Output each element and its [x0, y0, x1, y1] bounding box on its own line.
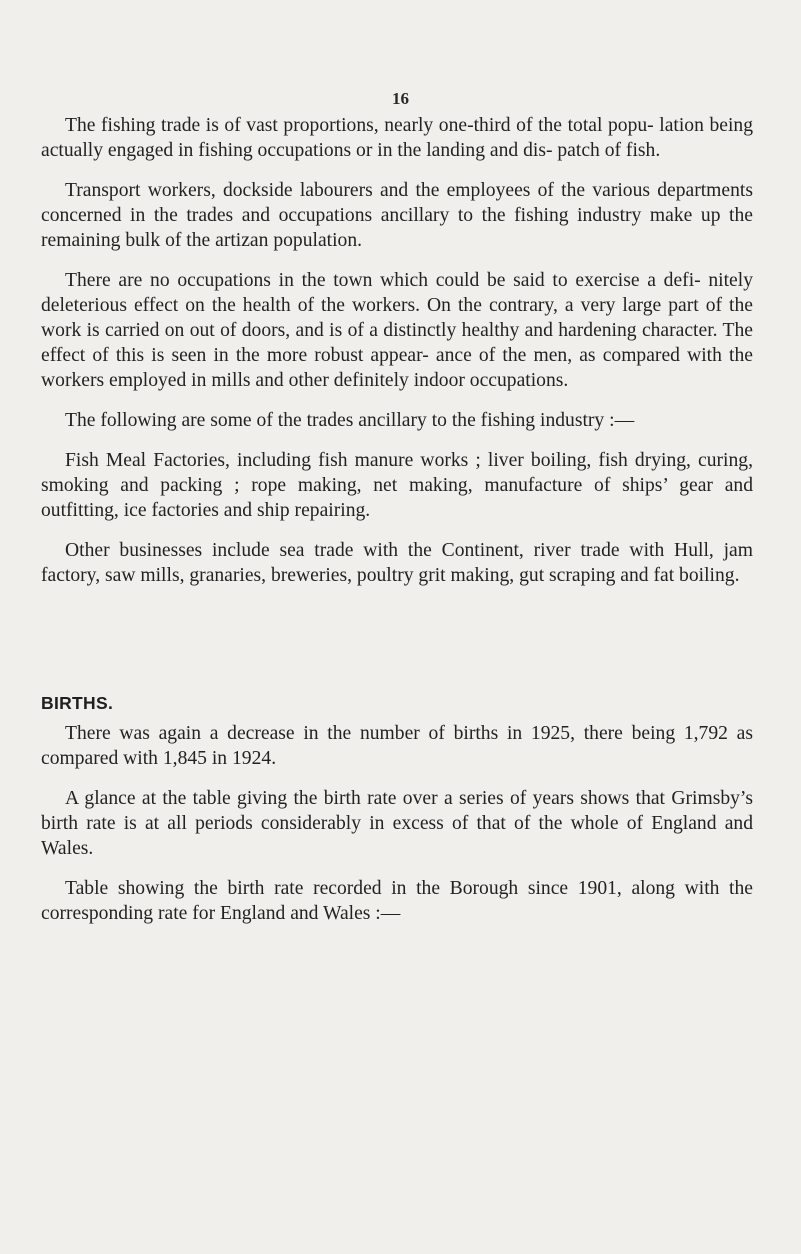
paragraph-occupations-health: There are no occupations in the town which could be said to exercise a defi- nitely deleterious effect on the health of the workers. On the contrary, a very large part of the work is carried on out of doors, and is of a distinctly healthy and hardening character. The effect of this is seen in the more robust appear- ance of the men, as compared with the workers employed in mills and other definitely indoor occupations.	[41, 270, 753, 391]
paragraph-ancillary-trades-intro: The following are some of the trades ancillary to the fishing industry :—	[65, 410, 635, 431]
body-text-top	[41, 113, 753, 603]
paragraph-births-decrease: There was again a decrease in the number of births in 1925, there being 1,792 as compared with 1,845 in 1924.	[41, 723, 753, 769]
births-heading: BIRTHS.	[41, 693, 114, 713]
paragraph-other-businesses: Other businesses include sea trade with the Continent, river trade with Hull, jam factory, saw mills, granaries, breweries, poultry grit making, gut scraping and fat boiling.	[41, 540, 753, 586]
paragraph-fishing-trade: The fishing trade is of vast proportions, nearly one-third of the total popu- lation being actually engaged in fishing occupations or in the landing and dis- patch of fish.	[41, 115, 753, 161]
paragraph-ancillary-trades-list: Fish Meal Factories, including fish manure works ; liver boiling, fish drying, curing, smoking and packing ; rope making, net making, manufacture of ships’ gear and outfitting, ice factories and ship repairing.	[41, 450, 753, 521]
body-text-births	[41, 721, 753, 941]
paragraph-birth-rate-comparison: A glance at the table giving the birth rate over a series of years shows that Grimsby’s birth rate is at all periods considerably in excess of that of the whole of England and Wales.	[41, 788, 753, 859]
paragraph-transport-workers: Transport workers, dockside labourers and the employees of the various departments concerned in the trades and occupations ancillary to the fishing industry make up the remaining bulk of the artizan population.	[41, 180, 753, 251]
page-number: 16	[392, 89, 409, 108]
paragraph-birth-rate-table-intro: Table showing the birth rate recorded in the Borough since 1901, along with the corresponding rate for England and Wales :—	[41, 878, 753, 924]
